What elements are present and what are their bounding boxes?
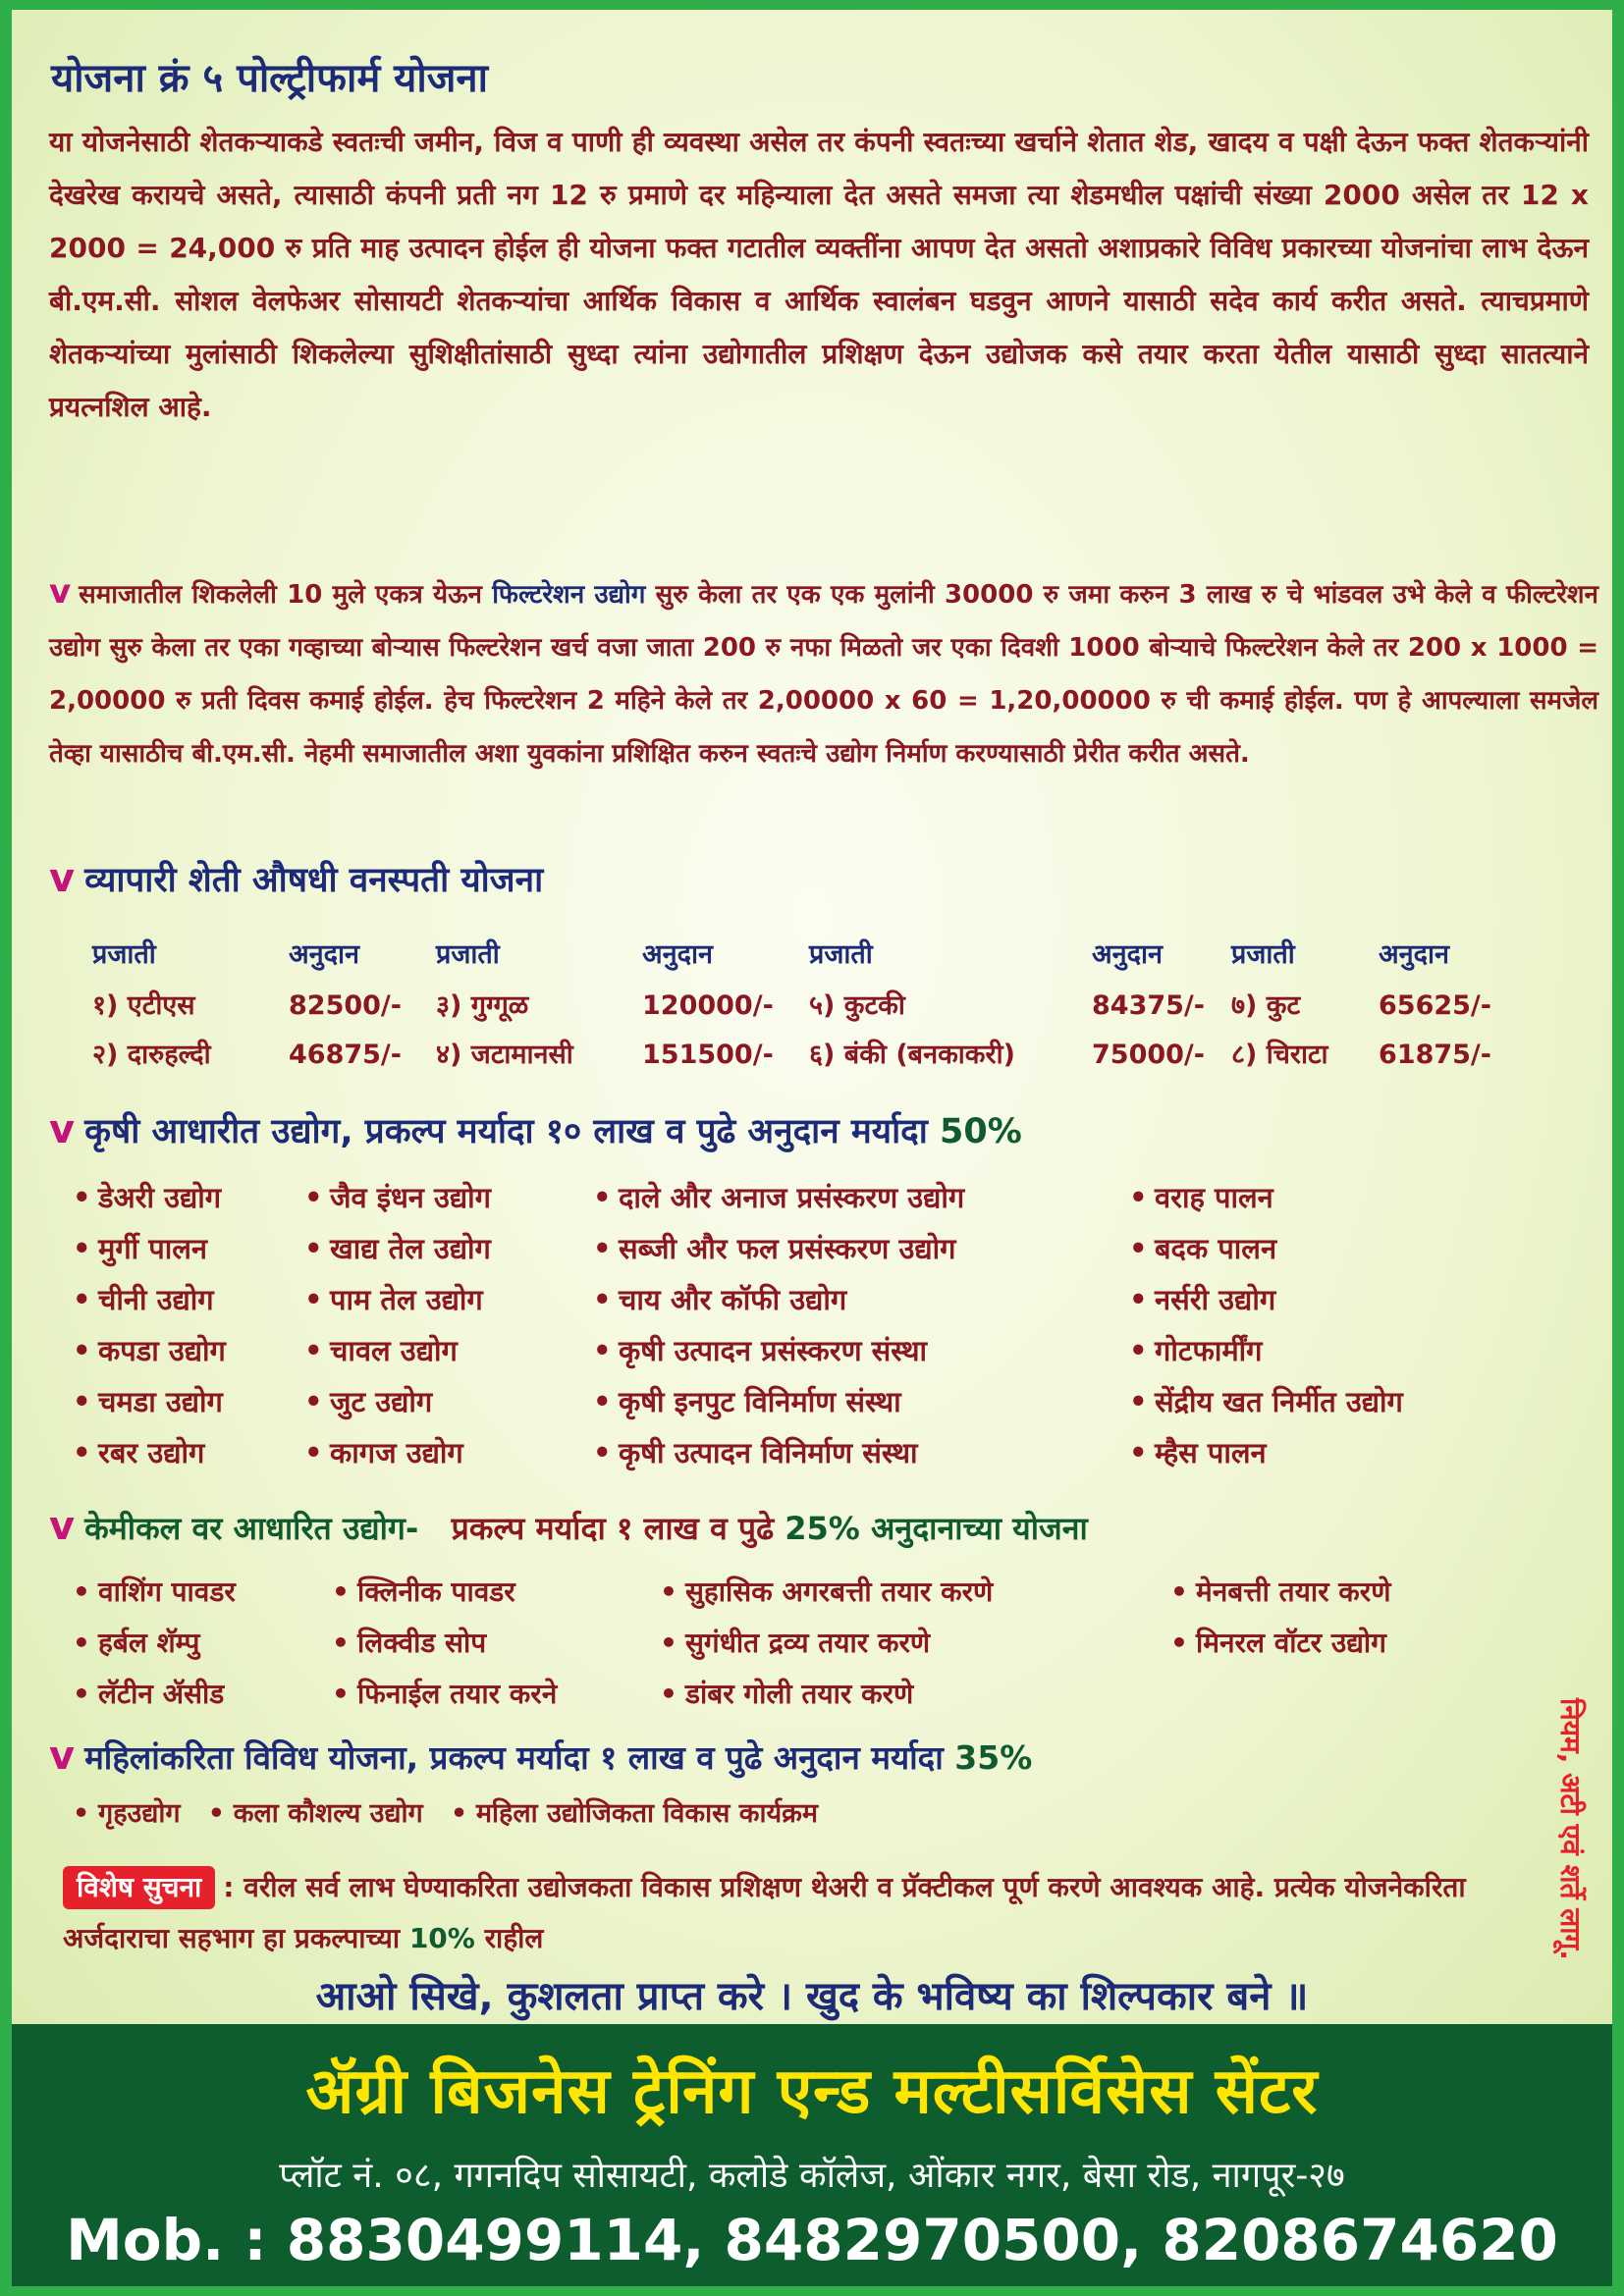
bullet-icon: • [304, 1283, 323, 1316]
list-item: • हर्बल शॅम्पु [73, 1618, 236, 1669]
herbs-species-col-4 [1231, 929, 1328, 1080]
bullet-icon: • [660, 1678, 677, 1710]
list-item: • म्हैस पालन [1129, 1427, 1403, 1478]
notice-label: विशेष सुचना [63, 1866, 215, 1909]
bullet-icon: • [593, 1334, 612, 1367]
bullet-icon: • [593, 1283, 612, 1316]
list-item: • चमडा उद्योग [73, 1376, 226, 1427]
filtration-text-a: समाजातील शिकलेली 10 मुले एकत्र येऊन [79, 580, 493, 610]
chemical-column-4 [1170, 1567, 1390, 1669]
herbs-subsidy-col-3 [1092, 929, 1205, 1080]
herb-species: ५) कुटकी [809, 990, 905, 1021]
bullet-icon: • [332, 1627, 350, 1659]
bullet-icon: • [73, 1181, 91, 1214]
checkmark-icon: v [49, 1107, 76, 1152]
bullet-icon: • [332, 1678, 350, 1710]
list-item: • सुगंधीत द्रव्य तयार करणे [660, 1618, 993, 1669]
bullet-icon: • [304, 1385, 323, 1418]
bullet-icon: • [73, 1798, 90, 1829]
bullet-icon: • [1129, 1385, 1148, 1418]
bullet-icon: • [304, 1436, 323, 1469]
list-item: • कागज उद्योग [304, 1427, 491, 1478]
list-item: • वाशिंग पावडर [73, 1567, 236, 1618]
list-item: • कपडा उद्योग [73, 1325, 226, 1376]
bullet-icon: • [1129, 1232, 1148, 1265]
list-item: • सब्जी और फल प्रसंस्करण उद्योग [593, 1223, 964, 1274]
list-item: • लॅटीन ॲसीड [73, 1669, 236, 1720]
checkmark-icon: v [49, 1504, 76, 1549]
notice-text-a: वरील सर्व लाभ घेण्याकरिता उद्योजकता विकास प्रशिक्षण थेअरी व प्रॅक्टीकल पूर्ण करणे आवश्यक आहे. प्रत्येक योजनेकरिता अर्जदाराचा सहभाग हा प्रकल्पाच्या [63, 1871, 1466, 1954]
col-species-header: प्रजाती [1231, 939, 1295, 970]
checkmark-icon: v [49, 572, 72, 612]
bullet-icon: • [207, 1798, 226, 1829]
list-item: • जैव इंधन उद्योग [304, 1172, 491, 1223]
notice-colon: : [223, 1871, 235, 1903]
bullet-icon: • [73, 1678, 90, 1710]
list-item: • लिक्वीड सोप [332, 1618, 557, 1669]
bullet-icon: • [73, 1283, 91, 1316]
list-item: • चीनी उद्योग [73, 1274, 226, 1325]
bullet-icon: • [593, 1181, 612, 1214]
address: प्लॉट नं. ०८, गगनदिप सोसायटी, कलोडे कॉलेज, ओंकार नगर, बेसा रोड, नागपूर-२७ [279, 2156, 1345, 2196]
herbs-heading-text: व्यापारी शेती औषधी वनस्पती योजना [84, 861, 544, 900]
bullet-icon: • [593, 1232, 612, 1265]
col-subsidy-header: अनुदान [1092, 939, 1163, 970]
bullet-icon: • [660, 1627, 677, 1659]
list-item: • वराह पालन [1129, 1172, 1403, 1223]
list-item: • मेनबत्ती तयार करणे [1170, 1567, 1390, 1618]
bullet-icon: • [1170, 1627, 1188, 1659]
mobile-numbers: Mob. : 8830499114, 8482970500, 8208674620 [66, 2207, 1558, 2273]
list-item: • बदक पालन [1129, 1223, 1403, 1274]
list-item: • नर्सरी उद्योग [1129, 1274, 1403, 1325]
list-item: • पाम तेल उद्योग [304, 1274, 491, 1325]
bullet-icon: • [73, 1334, 91, 1367]
agro-percent: 50% [939, 1112, 1022, 1151]
herb-species: ८) चिराटा [1231, 1040, 1328, 1070]
chemical-heading-a: केमीकल वर आधारित उद्योग- [84, 1510, 419, 1547]
list-item: • कृषी उत्पादन विनिर्माण संस्था [593, 1427, 964, 1478]
list-item: • कृषी इनपुट विनिर्माण संस्था [593, 1376, 964, 1427]
bullet-icon: • [73, 1232, 91, 1265]
bullet-icon: • [450, 1798, 468, 1829]
herbs-species-col-2 [436, 929, 573, 1080]
herbs-subsidy-col-1 [289, 929, 402, 1080]
agro-column-4 [1129, 1172, 1403, 1478]
chemical-column-1 [73, 1567, 236, 1720]
bullet-icon: • [660, 1575, 677, 1608]
list-item: • डेअरी उद्योग [73, 1172, 226, 1223]
women-items [73, 1789, 818, 1840]
list-item: • दाले और अनाज प्रसंस्करण उद्योग [593, 1172, 964, 1223]
women-heading [49, 1734, 1032, 1779]
bullet-icon: • [1129, 1283, 1148, 1316]
checkmark-icon: v [49, 856, 76, 901]
agro-heading-text: कृषी आधारीत उद्योग, प्रकल्प मर्यादा १० लाख व पुढे अनुदान मर्यादा [84, 1112, 928, 1151]
chemical-column-2 [332, 1567, 557, 1720]
chemical-percent: 25% [785, 1510, 860, 1547]
herbs-species-col-1 [92, 929, 211, 1080]
notice-text-b: राहील [484, 1922, 544, 1954]
agro-column-2 [304, 1172, 491, 1478]
agro-heading [49, 1107, 1022, 1153]
motto: आओ सिखे, कुशलता प्राप्त करे । खुद के भविष्य का शिल्पकार बने ॥ [315, 1974, 1309, 2019]
herbs-heading [49, 856, 543, 902]
col-subsidy-header: अनुदान [289, 939, 359, 970]
list-item: • सेंद्रीय खत निर्मीत उद्योग [1129, 1376, 1403, 1427]
herbs-subsidy-col-4 [1379, 929, 1491, 1080]
herb-species: २) दारुहल्दी [92, 1040, 211, 1070]
list-item: • चावल उद्योग [304, 1325, 491, 1376]
list-item: • क्लिनीक पावडर [332, 1567, 557, 1618]
center-name: ॲग्री बिजनेस ट्रेनिंग एन्ड मल्टीसर्विसेस सेंटर [305, 2056, 1319, 2128]
herb-subsidy: 120000/- [642, 990, 774, 1021]
herb-subsidy: 75000/- [1092, 1040, 1206, 1070]
bullet-icon: • [73, 1385, 91, 1418]
women-heading-text: महिलांकरिता विविध योजना, प्रकल्प मर्यादा १ लाख व पुढे अनुदान मर्यादा [84, 1738, 944, 1777]
checkmark-icon: v [49, 1734, 76, 1779]
bullet-icon: • [1129, 1334, 1148, 1367]
filtration-highlight: फिल्टरेशन उद्योग [492, 580, 646, 610]
herbs-species-col-3 [809, 929, 1015, 1080]
list-item: • सुहासिक अगरबत्ती तयार करणे [660, 1567, 993, 1618]
list-item: • फिनाईल तयार करने [332, 1669, 557, 1720]
herb-subsidy: 84375/- [1092, 990, 1206, 1021]
bullet-icon: • [73, 1575, 90, 1608]
list-item: • कृषी उत्पादन प्रसंस्करण संस्था [593, 1325, 964, 1376]
chemical-heading-b: प्रकल्प मर्यादा १ लाख व पुढे [451, 1510, 775, 1547]
bullet-icon: • [73, 1627, 90, 1659]
list-item: • जुट उद्योग [304, 1376, 491, 1427]
list-item: • खाद्य तेल उद्योग [304, 1223, 491, 1274]
footer-banner [12, 2024, 1612, 2286]
col-species-header: प्रजाती [436, 939, 500, 970]
bullet-icon: • [304, 1232, 323, 1265]
chemical-heading-c: अनुदानाच्या योजना [870, 1510, 1088, 1547]
herb-subsidy: 151500/- [642, 1040, 774, 1070]
bullet-icon: • [1129, 1181, 1148, 1214]
chemical-heading [49, 1504, 1088, 1549]
herb-subsidy: 46875/- [289, 1040, 403, 1070]
col-species-header: प्रजाती [92, 939, 156, 970]
terms-apply-note: नियम, अटी एवं शर्ते लागू. [1554, 1698, 1587, 1960]
herb-species: ४) जटामानसी [436, 1040, 573, 1070]
filtration-paragraph [49, 565, 1598, 780]
list-item: • गोटफार्मींग [1129, 1325, 1403, 1376]
agro-column-1 [73, 1172, 226, 1478]
bullet-icon: • [332, 1575, 350, 1608]
list-item: • चाय और कॉफी उद्योग [593, 1274, 964, 1325]
list-item: • रबर उद्योग [73, 1427, 226, 1478]
list-item: • डांबर गोली तयार करणे [660, 1669, 993, 1720]
herbs-subsidy-col-2 [642, 929, 774, 1080]
herb-subsidy: 65625/- [1379, 990, 1492, 1021]
bullet-icon: • [73, 1436, 91, 1469]
bullet-icon: • [593, 1436, 612, 1469]
herb-subsidy: 82500/- [289, 990, 403, 1021]
herb-species: ६) बंकी (बनकाकरी) [809, 1040, 1015, 1070]
agro-column-3 [593, 1172, 964, 1478]
col-subsidy-header: अनुदान [1379, 939, 1449, 970]
poster-body [12, 10, 1612, 2024]
yojana-title: योजना क्रं ५ पोल्ट्रीफार्म योजना [51, 56, 488, 101]
special-notice [63, 1862, 1496, 1964]
herb-species: १) एटीएस [92, 990, 195, 1021]
intro-paragraph: या योजनेसाठी शेतकऱ्याकडे स्वतःची जमीन, विज व पाणी ही व्यवस्था असेल तर कंपनी स्वतःच्या खर्चाने शेतात शेड, खादय व पक्षी देऊन फक्त शेतकऱ्यांनी देखरेख करायचे असते, त्यासाठी कंपनी प्रती नग 12 रु प्रमाणे दर महिन्याला देत असते समजा त्या शेडमधील पक्षांची संख्या 2000 असेल तर 12 x 2000 = 24,000 रु प्रति माह उत्पादन होईल ही योजना फक्त गटातील व्यक्तींना आपण देत असतो अशाप्रकारे विविध प्रकारच्या योजनांचा लाभ देऊन बी.एम.सी. सोशल वेलफेअर सोसायटी शेतकऱ्यांचा आर्थिक विकास व आर्थिक स्वालंबन घडवुन आणने यासाठी सदेव कार्य करीत असते. त्याचप्रमाणे शेतकऱ्यांच्या मुलांसाठी शिकलेल्या सुशिक्षीतांसाठी सुध्दा त्यांना उद्योगातील प्रशिक्षण देऊन उद्योजक कसे तयार करता येतील यासाठी सुध्दा सातत्याने प्रयत्नशिल आहे. [49, 126, 1589, 423]
bullet-icon: • [304, 1181, 323, 1214]
notice-percent: 10% [408, 1922, 475, 1954]
bullet-icon: • [1170, 1575, 1188, 1608]
women-percent: 35% [954, 1738, 1033, 1777]
list-item: • मुर्गी पालन [73, 1223, 226, 1274]
list-item: • मिनरल वॉटर उद्योग [1170, 1618, 1390, 1669]
bullet-icon: • [1129, 1436, 1148, 1469]
col-subsidy-header: अनुदान [642, 939, 713, 970]
list-item: • गृहउद्योग • कला कौशल्य उद्योग • महिला उद्योजिकता विकास कार्यक्रम [73, 1789, 818, 1840]
herb-subsidy: 61875/- [1379, 1040, 1492, 1070]
bullet-icon: • [304, 1334, 323, 1367]
herb-species: ७) कुट [1231, 990, 1301, 1021]
herb-species: ३) गुग्गूळ [436, 990, 529, 1021]
col-species-header: प्रजाती [809, 939, 873, 970]
filtration-text-b: सुरु केला तर एक एक मुलांनी 30000 रु जमा करुन 3 लाख रु चे भांडवल उभे केले व फील्टरेशन उद्योग सुरु केला तर एका गव्हाच्या बोऱ्यास फिल्टरेशन खर्च वजा जाता 200 रु नफा मिळतो जर एका दिवशी 1000 बोऱ्याचे फिल्टरेशन केले तर 200 x 1000 = 2,00000 रु प्रती दिवस कमाई होईल. हेच फिल्टरेशन 2 महिने केले तर 2,00000 x 60 = 1,20,00000 रु ची कमाई होईल. पण हे आपल्याला समजेल तेव्हा यासाठीच बी.एम.सी. नेहमी समाजातील अशा युवकांना प्रशिक्षित करुन स्वतःचे उद्योग निर्माण करण्यासाठी प्रेरीत करीत असते. [49, 580, 1598, 769]
bullet-icon: • [593, 1385, 612, 1418]
chemical-column-3 [660, 1567, 993, 1720]
